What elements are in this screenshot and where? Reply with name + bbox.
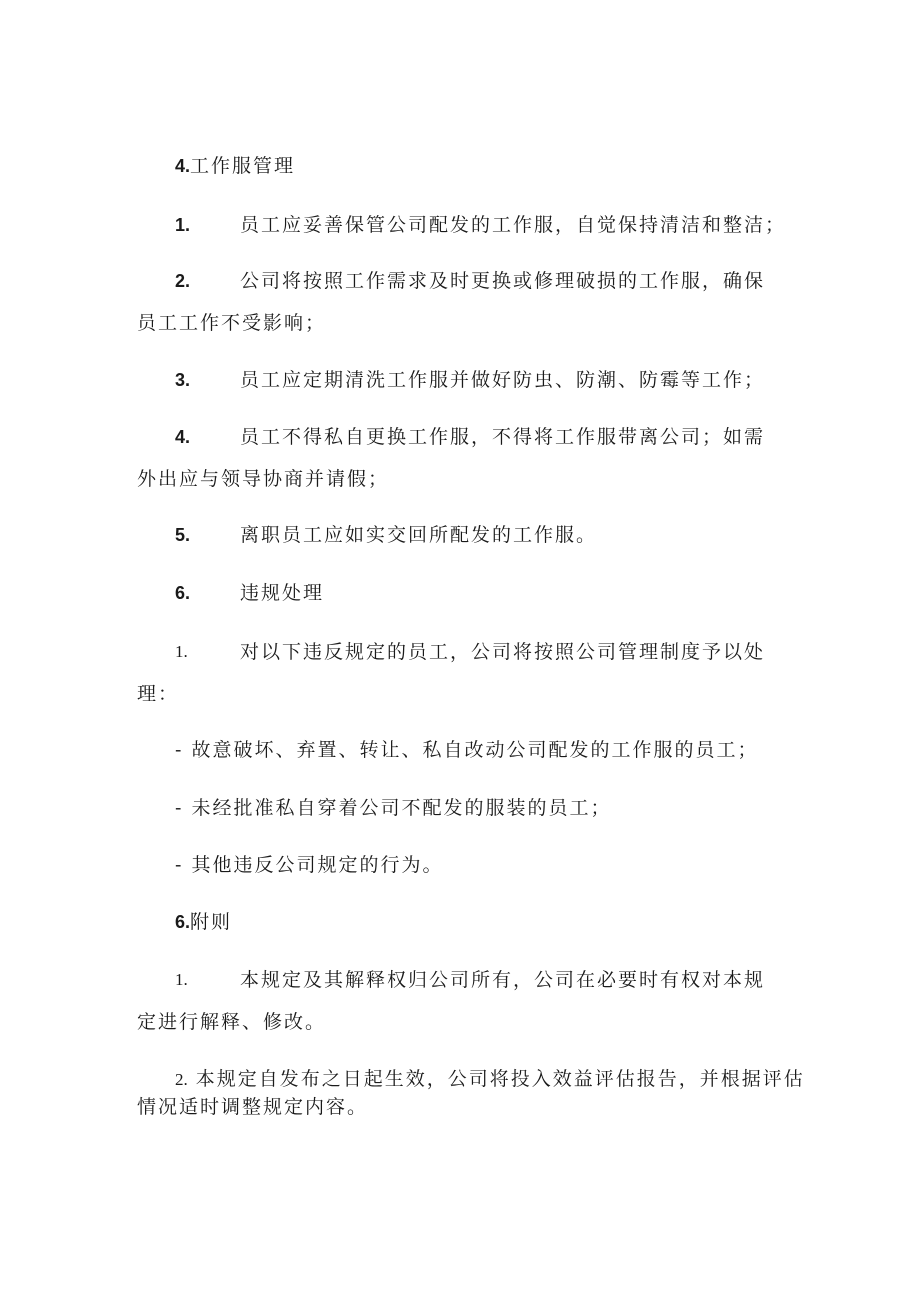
violation-item-1-line-1: 对以下违反规定的员工，公司将按照公司管理制度予以处 xyxy=(240,641,766,663)
violation-item-1-number: 1. xyxy=(175,642,188,661)
item-5-text-line-1: 离职员工应如实交回所配发的工作服。 xyxy=(240,524,598,546)
item-4-text-line-2: 外出应与领导协商并请假； xyxy=(137,468,390,490)
appendix-item-2-line-1 xyxy=(175,1066,805,1093)
appendix-item-1-line-2: 定进行解释、修改。 xyxy=(137,1011,327,1033)
section-4-heading-number: 4. xyxy=(175,156,191,176)
item-1-text-line-1: 员工应妥善保管公司配发的工作服，自觉保持清洁和整洁； xyxy=(240,214,787,236)
item-4-text-line-1: 员工不得私自更换工作服，不得将工作服带离公司；如需 xyxy=(240,426,766,448)
appendix-heading-number: 6. xyxy=(175,912,191,932)
violation-item-1-line-2: 理： xyxy=(137,683,180,705)
item-3-text-line-1: 员工应定期清洗工作服并做好防虫、防潮、防霉等工作； xyxy=(240,369,766,391)
violation-bullet-3: - 其他违反公司规定的行为。 xyxy=(175,854,444,876)
appendix-item-1-number: 1. xyxy=(175,970,188,989)
violation-heading-number: 6. xyxy=(175,583,191,603)
appendix-heading xyxy=(175,909,232,935)
appendix-item-2-text: 本规定自发布之日起生效，公司将投入效益评估报告，并根据评估 xyxy=(195,1068,805,1090)
appendix-item-1-line-1: 本规定及其解释权归公司所有，公司在必要时有权对本规 xyxy=(240,969,766,991)
item-2-text-line-2: 员工工作不受影响； xyxy=(137,312,327,334)
appendix-item-2-number: 2. xyxy=(175,1070,188,1089)
section-4-heading-text: 工作服管理 xyxy=(190,155,296,177)
appendix-item-2-line-2: 情况适时调整规定内容。 xyxy=(137,1096,369,1118)
item-4-number: 4. xyxy=(175,427,191,447)
appendix-heading-text: 附则 xyxy=(190,911,233,933)
violation-heading-text: 违规处理 xyxy=(240,582,325,604)
item-2-text-line-1: 公司将按照工作需求及时更换或修理破损的工作服，确保 xyxy=(240,270,766,292)
violation-bullet-1: - 故意破坏、弃置、转让、私自改动公司配发的工作服的员工； xyxy=(175,739,759,761)
violation-bullet-2: - 未经批准私自穿着公司不配发的服装的员工； xyxy=(175,797,612,819)
item-5-number: 5. xyxy=(175,525,191,545)
section-4-heading xyxy=(175,153,295,179)
item-1-number: 1. xyxy=(175,215,191,235)
item-3-number: 3. xyxy=(175,370,191,390)
item-2-number: 2. xyxy=(175,271,191,291)
